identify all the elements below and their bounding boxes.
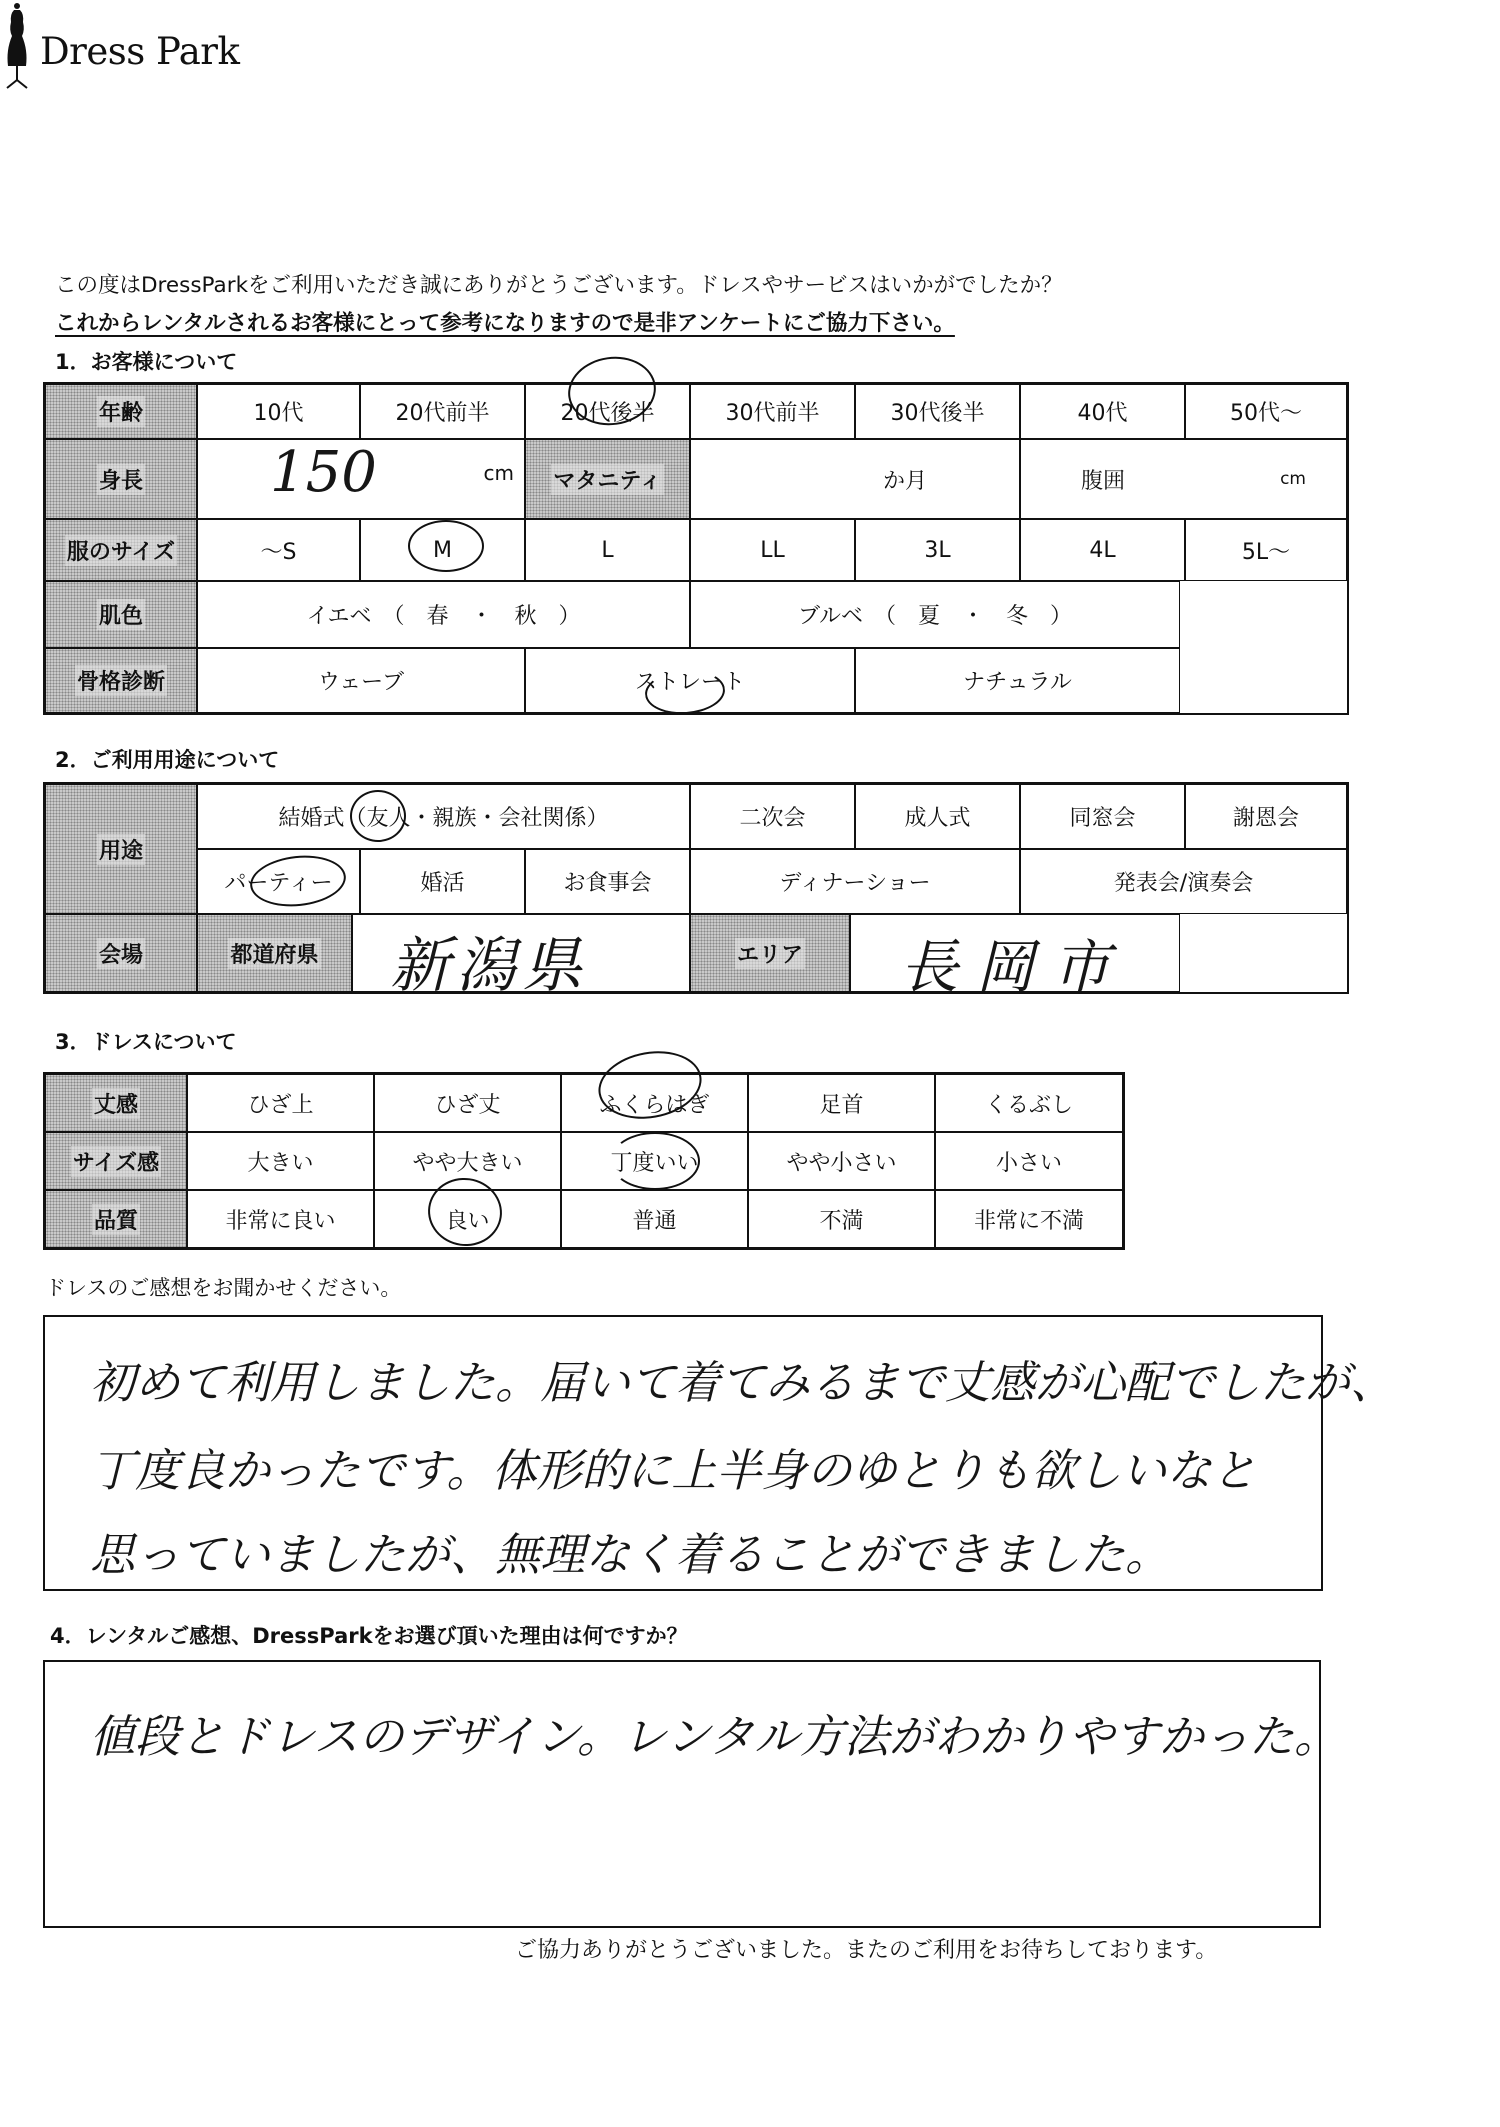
length-option[interactable]: 足首 <box>748 1074 935 1132</box>
section-4-title: 4．レンタルご感想、DressParkをお選び頂いた理由は何ですか？ <box>50 1624 688 1648</box>
comment-prompt: ドレスのご感想をお聞かせください。 <box>45 1276 402 1300</box>
size-option[interactable]: LL <box>690 519 855 581</box>
age-label: 年齢 <box>45 384 197 439</box>
fit-option[interactable]: やや小さい <box>748 1132 935 1190</box>
quality-label: 品質 <box>45 1190 187 1248</box>
section-2-title: 2．ご利用用途について <box>55 748 280 772</box>
frame-label: 骨格診断 <box>45 648 197 713</box>
height-label: 身長 <box>45 439 197 519</box>
waist-unit: cm <box>1280 469 1306 489</box>
closing-message: ご協力ありがとうございました。またのご利用をお待ちしております。 <box>515 1938 1218 1963</box>
usage-option[interactable]: お食事会 <box>525 849 690 914</box>
age-option[interactable]: 10代 <box>197 384 360 439</box>
size-label: 服のサイズ <box>45 519 197 581</box>
fit-option-selected[interactable]: 丁度いい <box>561 1132 748 1190</box>
intro-line-1: この度はDressParkをご利用いただき誠にありがとうございます。ドレスやサービスはいかがでしたか？ <box>55 273 1063 298</box>
quality-option[interactable]: 非常に良い <box>187 1190 374 1248</box>
comment-line: 思っていましたが、無理なく着ることができました。 <box>90 1528 1171 1581</box>
skin-yellow-option[interactable]: イエベ （ 春 ・ 秋 ） <box>197 581 690 648</box>
length-option[interactable]: くるぶし <box>935 1074 1123 1132</box>
usage-label: 用途 <box>45 784 197 914</box>
venue-label: 会場 <box>45 914 197 992</box>
age-option[interactable]: 20代前半 <box>360 384 525 439</box>
usage-option[interactable]: 発表会/演奏会 <box>1020 849 1347 914</box>
size-option-selected[interactable]: M <box>360 519 525 581</box>
dress-form-icon <box>0 0 34 90</box>
length-option-selected[interactable]: ふくらはぎ <box>561 1074 748 1132</box>
usage-option[interactable]: 二次会 <box>690 784 855 849</box>
length-option[interactable]: ひざ上 <box>187 1074 374 1132</box>
usage-option[interactable]: 婚活 <box>360 849 525 914</box>
age-option[interactable]: 50代～ <box>1185 384 1347 439</box>
prefecture-value: 新潟県 <box>390 931 588 1001</box>
prefecture-label: 都道府県 <box>197 914 352 992</box>
usage-option[interactable]: ディナーショー <box>690 849 1020 914</box>
area-label: エリア <box>690 914 850 992</box>
fit-selection-circle <box>610 1132 700 1190</box>
size-option[interactable]: 3L <box>855 519 1020 581</box>
skin-label: 肌色 <box>45 581 197 648</box>
size-selection-circle <box>408 520 484 572</box>
comment-line: 初めて利用しました。届いて着てみるまで丈感が心配でしたが、 <box>90 1356 1396 1409</box>
size-option[interactable]: L <box>525 519 690 581</box>
area-value: 長岡市 <box>900 933 1129 1001</box>
height-unit: cm <box>483 461 514 485</box>
quality-option[interactable]: 普通 <box>561 1190 748 1248</box>
maternity-months-field[interactable]: か月 <box>690 439 1020 519</box>
age-option[interactable]: 30代前半 <box>690 384 855 439</box>
fit-label: サイズ感 <box>45 1132 187 1190</box>
frame-option[interactable]: ナチュラル <box>855 648 1180 713</box>
waist-label: 腹囲 <box>1081 468 1126 494</box>
brand-name: Dress Park <box>40 30 240 73</box>
usage-option[interactable]: 同窓会 <box>1020 784 1185 849</box>
section-1-title: 1．お客様について <box>55 350 238 374</box>
frame-option-selected[interactable]: ストレート <box>525 648 855 713</box>
size-option[interactable]: 4L <box>1020 519 1185 581</box>
fit-option[interactable]: 大きい <box>187 1132 374 1190</box>
frame-option[interactable]: ウェーブ <box>197 648 525 713</box>
dress-park-logo <box>0 0 240 90</box>
intro-line-2: これからレンタルされるお客様にとって参考になりますので是非アンケートにご協力下さい。 <box>55 311 955 336</box>
waist-field[interactable] <box>1020 439 1347 519</box>
usage-option[interactable]: 謝恩会 <box>1185 784 1347 849</box>
comment-line: 丁度良かったです。体形的に上半身のゆとりも欲しいなと <box>90 1444 1257 1497</box>
length-option[interactable]: ひざ丈 <box>374 1074 561 1132</box>
size-option[interactable]: ～S <box>197 519 360 581</box>
age-option[interactable]: 30代後半 <box>855 384 1020 439</box>
quality-option-selected[interactable]: 良い <box>374 1190 561 1248</box>
usage-party-option-selected[interactable]: パーティー <box>197 849 360 914</box>
size-option[interactable]: 5L～ <box>1185 519 1347 581</box>
usage-option[interactable]: 成人式 <box>855 784 1020 849</box>
reason-answer: 値段とドレスのデザイン。レンタル方法がわかりやすかった。 <box>90 1710 1339 1763</box>
quality-option[interactable]: 不満 <box>748 1190 935 1248</box>
fit-option[interactable]: 小さい <box>935 1132 1123 1190</box>
length-label: 丈感 <box>45 1074 187 1132</box>
usage-wedding-option[interactable]: 結婚式（友人・親族・会社関係） <box>197 784 690 849</box>
quality-option[interactable]: 非常に不満 <box>935 1190 1123 1248</box>
height-value: 150 <box>270 440 377 505</box>
fit-option[interactable]: やや大きい <box>374 1132 561 1190</box>
age-option[interactable]: 40代 <box>1020 384 1185 439</box>
usage-wedding-selection-circle <box>350 790 406 842</box>
age-option-selected[interactable]: 20代後半 <box>525 384 690 439</box>
skin-blue-option[interactable]: ブルベ （ 夏 ・ 冬 ） <box>690 581 1180 648</box>
section-3-title: 3．ドレスについて <box>55 1030 237 1054</box>
maternity-label: マタニティ <box>525 439 690 519</box>
